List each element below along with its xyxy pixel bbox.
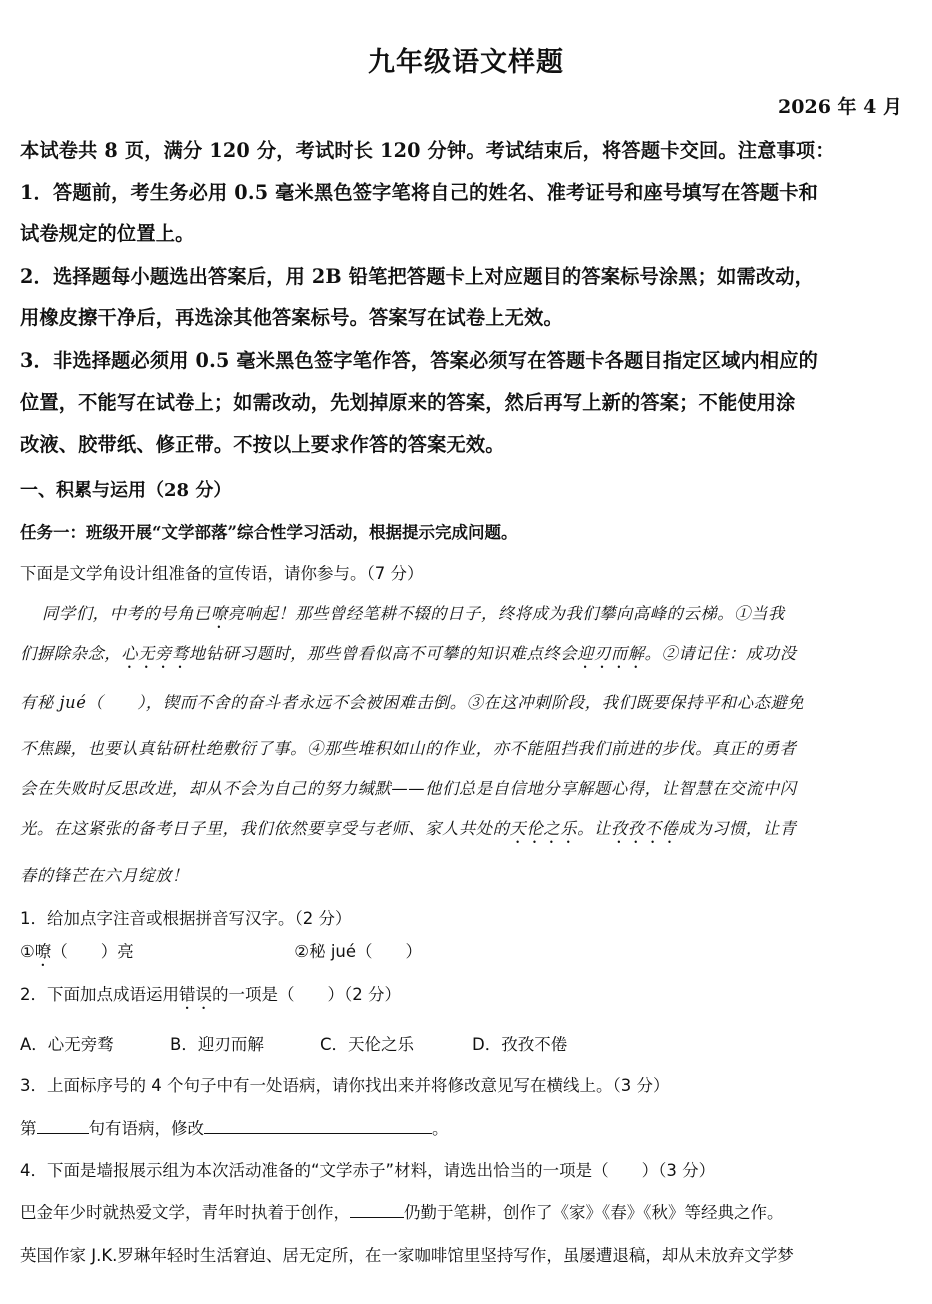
question-4-material-line-2: 英国作家 J.K.罗琳年轻时生活窘迫、居无定所，在一家咖啡馆里坚持写作，虽屡遭退稿，却从未放弃文学梦 — [20, 1246, 794, 1265]
question-1-items: ①嘹（ ）亮 ②秘 jué（ ） — [20, 942, 423, 961]
question-2-options — [20, 1031, 567, 1055]
option-d: D．孜孜不倦 — [472, 1035, 568, 1054]
dotted-char: 嘹 — [210, 604, 228, 623]
exam-date: 2026 年 4 月 — [778, 96, 902, 118]
question-1: 1．给加点字注音或根据拼音写汉字。（2 分） — [20, 909, 352, 928]
passage-line-2: 们摒除杂念，心无旁骛地钻研习题时，那些曾看似高不可攀的知识难点终会迎刃而解。②请记住：成功没 — [20, 644, 797, 663]
instruction-item-2-line-1: 2．选择题每小题选出答案后，用 2B 铅笔把答题卡上对应题目的答案标号涂黑；如需改动， — [20, 265, 815, 288]
passage-line-4: 不焦躁，也要认真钻研杜绝敷衍了事。④那些堆积如山的作业，亦不能阻挡我们前进的步伐。真正的勇者 — [20, 739, 797, 758]
dotted-idiom: 迎刃而解 — [577, 644, 645, 663]
question-4-material-line-1: 巴金年少时就热爱文学，青年时执着于创作， 仍勤于笔耕，创作了《家》《春》《秋》等经典之作。 — [20, 1203, 784, 1222]
question-2: 2．下面加点成语运用错误的一项是（ ）（2 分） — [20, 985, 401, 1004]
passage-line-7: 春的锋芒在六月绽放！ — [20, 866, 189, 885]
question-3: 3．上面标序号的 4 个句子中有一处语病，请你找出来并将修改意见写在横线上。（3 分） — [20, 1076, 670, 1095]
option-a: A．心无旁骛 — [20, 1035, 114, 1054]
instruction-item-1-line-2: 试卷规定的位置上。 — [20, 222, 195, 245]
answer-blank — [37, 1119, 89, 1134]
passage-line-6: 光。在这紧张的备考日子里，我们依然要享受与老师、家人共处的天伦之乐。让孜孜不倦成为习惯，让青 — [20, 819, 797, 838]
section-heading: 一、积累与运用（28 分） — [20, 480, 232, 501]
passage-line-3: 有秘 jué（ ），锲而不舍的奋斗者永远不会被困难击倒。③在这冲刺阶段，我们既要保持平和心态避免 — [20, 693, 805, 712]
instruction-item-3-line-3: 改液、胶带纸、修正带。不按以上要求作答的答案无效。 — [20, 433, 505, 456]
instructions-intro: 本试卷共 8 页，满分 120 分，考试时长 120 分钟。考试结束后，将答题卡交回。注意事项： — [20, 139, 835, 162]
instruction-item-2-line-2: 用橡皮擦干净后，再选涂其他答案标号。答案写在试卷上无效。 — [20, 306, 563, 329]
question-4: 4．下面是墙报展示组为本次活动准备的“文学赤子”材料，请选出恰当的一项是（ ）（3 分） — [20, 1161, 716, 1180]
answer-blank — [204, 1119, 432, 1134]
dotted-idiom: 心无旁骛 — [121, 644, 189, 663]
dotted-idiom: 孜孜不倦 — [610, 819, 679, 838]
question-1-item-b: ②秘 jué（ ） — [294, 942, 423, 961]
dotted-idiom: 天伦之乐 — [509, 819, 578, 838]
option-c: C．天伦之乐 — [320, 1035, 415, 1054]
instruction-item-1-line-1: 1．答题前，考生务必用 0.5 毫米黑色签字笔将自己的姓名、准考证号和座号填写在答题卡和 — [20, 181, 819, 204]
passage-line-5: 会在失败时反思改进，却从不会为自己的努力缄默——他们总是自信地分享解题心得，让智慧在交流中闪 — [20, 779, 797, 798]
option-b: B．迎刃而解 — [170, 1035, 264, 1054]
passage-line-1: 同学们，中考的号角已嘹亮响起！那些曾经笔耕不辍的日子，终将成为我们攀向高峰的云梯。①当我 — [42, 604, 785, 623]
instruction-item-3-line-2: 位置，不能写在试卷上；如需改动，先划掉原来的答案，然后再写上新的答案；不能使用涂 — [20, 391, 796, 414]
passage-lead: 下面是文学角设计组准备的宣传语，请你参与。（7 分） — [20, 564, 424, 583]
instruction-item-3-line-1: 3．非选择题必须用 0.5 毫米黑色签字笔作答，答案必须写在答题卡各题目指定区域内相应的 — [20, 349, 819, 372]
dotted-word: 错误 — [179, 985, 212, 1004]
dotted-char: 嘹 — [34, 942, 52, 961]
question-3-answer-line: 第 句有语病，修改 。 — [20, 1119, 449, 1138]
page-title: 九年级语文样题 — [368, 47, 564, 78]
task-one: 任务一：班级开展“文学部落”综合性学习活动，根据提示完成问题。 — [20, 523, 518, 542]
answer-blank — [350, 1203, 404, 1218]
